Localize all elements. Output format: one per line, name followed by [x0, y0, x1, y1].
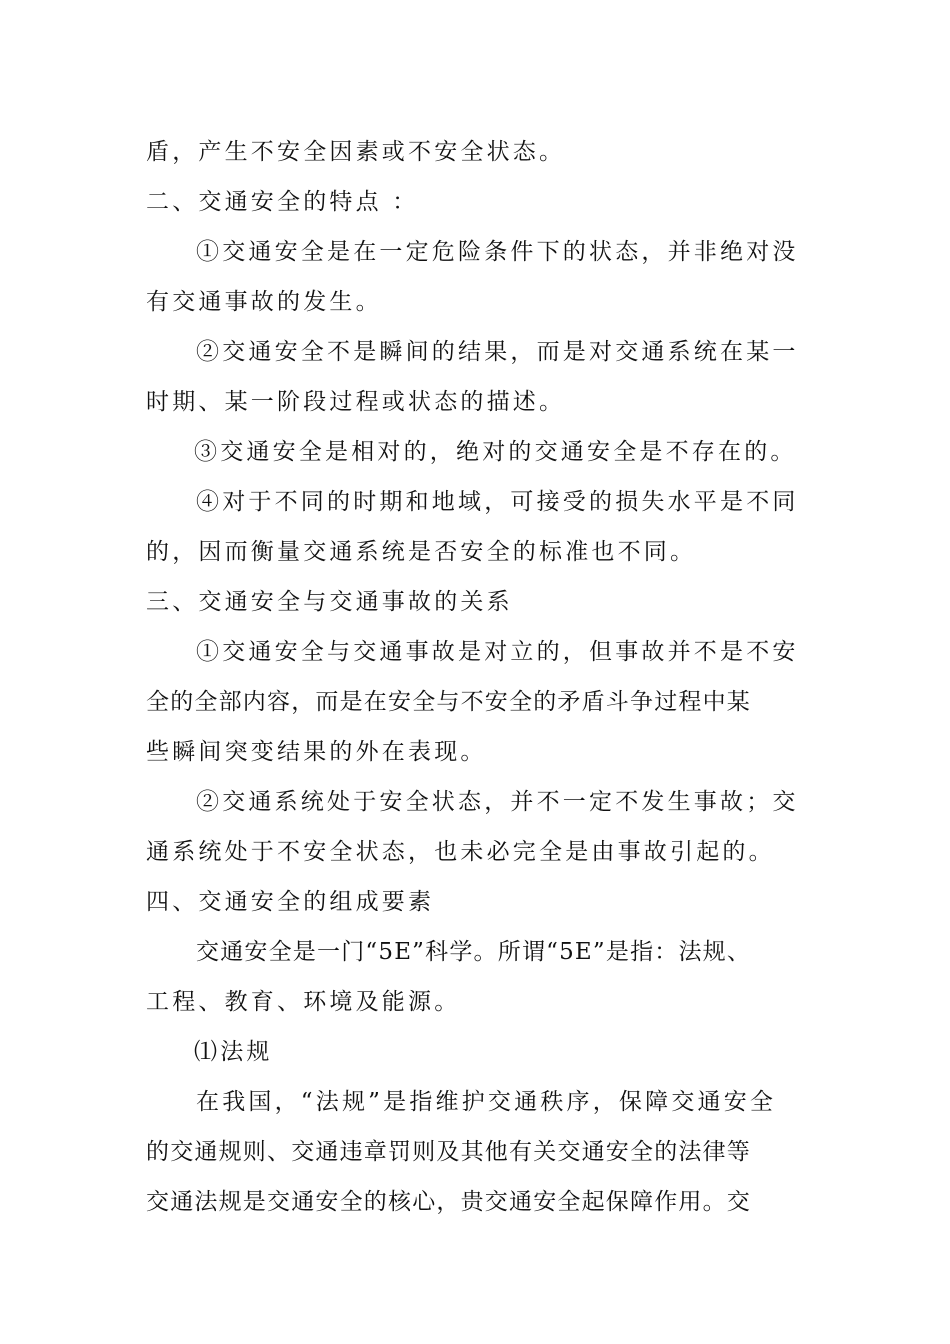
text-line: 工程、教育、环境及能源。: [146, 989, 461, 1015]
text-line: 交通法规是交通安全的核心，贵交通安全起保障作用。交: [146, 1189, 751, 1215]
text-line: ②交通系统处于安全状态，并不一定不发生事故；交: [196, 789, 799, 815]
subsection-heading: ⑴法规: [194, 1039, 273, 1065]
text-line: 交通安全是一门“5E”科学。所谓“5E”是指：法规、: [196, 939, 752, 965]
text-line: 盾，产生不安全因素或不安全状态。: [146, 139, 566, 165]
text-line: 在我国，“法规”是指维护交通秩序，保障交通安全: [196, 1089, 777, 1115]
text-line: ③交通安全是相对的，绝对的交通安全是不存在的。: [194, 439, 797, 465]
text-line: 通系统处于不安全状态，也未必完全是由事故引起的。: [146, 839, 775, 865]
text-line: ④对于不同的时期和地域，可接受的损失水平是不同: [196, 489, 799, 515]
text-line: ②交通安全不是瞬间的结果，而是对交通系统在某一: [196, 339, 799, 365]
text-line: 的交通规则、交通违章罚则及其他有关交通安全的法律等: [146, 1139, 751, 1165]
text-line: 些瞬间突变结果的外在表现。: [146, 739, 487, 765]
section-heading: 三、交通安全与交通事故的关系: [146, 589, 513, 615]
text-line: 时期、某一阶段过程或状态的描述。: [146, 389, 566, 415]
section-heading: 二、交通安全的特点 ：: [146, 189, 419, 215]
section-heading: 四、交通安全的组成要素: [146, 889, 435, 915]
text-line: ①交通安全是在一定危险条件下的状态，并非绝对没: [196, 239, 799, 265]
text-line: 全的全部内容，而是在安全与不安全的矛盾斗争过程中某: [146, 689, 751, 715]
text-line: 的，因而衡量交通系统是否安全的标准也不同。: [146, 539, 697, 565]
text-line: 有交通事故的发生。: [146, 289, 382, 315]
text-line: ①交通安全与交通事故是对立的，但事故并不是不安: [196, 639, 799, 665]
